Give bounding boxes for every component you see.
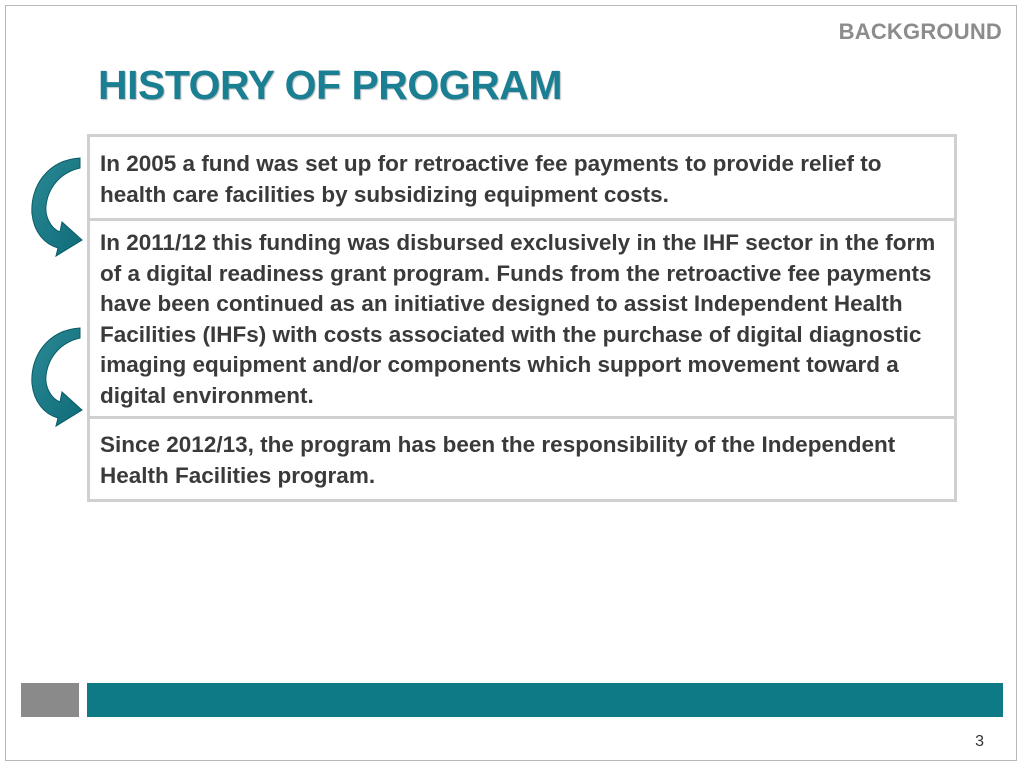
table-row: In 2005 a fund was set up for retroactive fee payments to provide relief to health care facilities by subsidizing equipment costs. [90,137,954,221]
page-title: HISTORY OF PROGRAM [98,62,563,108]
page-number: 3 [975,733,984,750]
curved-arrow-icon [26,156,86,268]
content-table [87,134,957,502]
footer-bar [87,683,1003,717]
table-row: Since 2012/13, the program has been the responsibility of the Independent Health Facilities program. [90,419,954,502]
footer-square [21,683,79,717]
table-row: In 2011/12 this funding was disbursed exclusively in the IHF sector in the form of a digital readiness grant program. Funds from the retroactive fee payments have been continued as an initiative designed to assist Independent Health Facilities (IHFs) with costs associated with the purchase of digital diagnostic imaging equipment and/or components which support movement toward a digital environment. [90,221,954,419]
curved-arrow-icon [26,326,86,438]
section-label: BACKGROUND [838,19,1002,44]
